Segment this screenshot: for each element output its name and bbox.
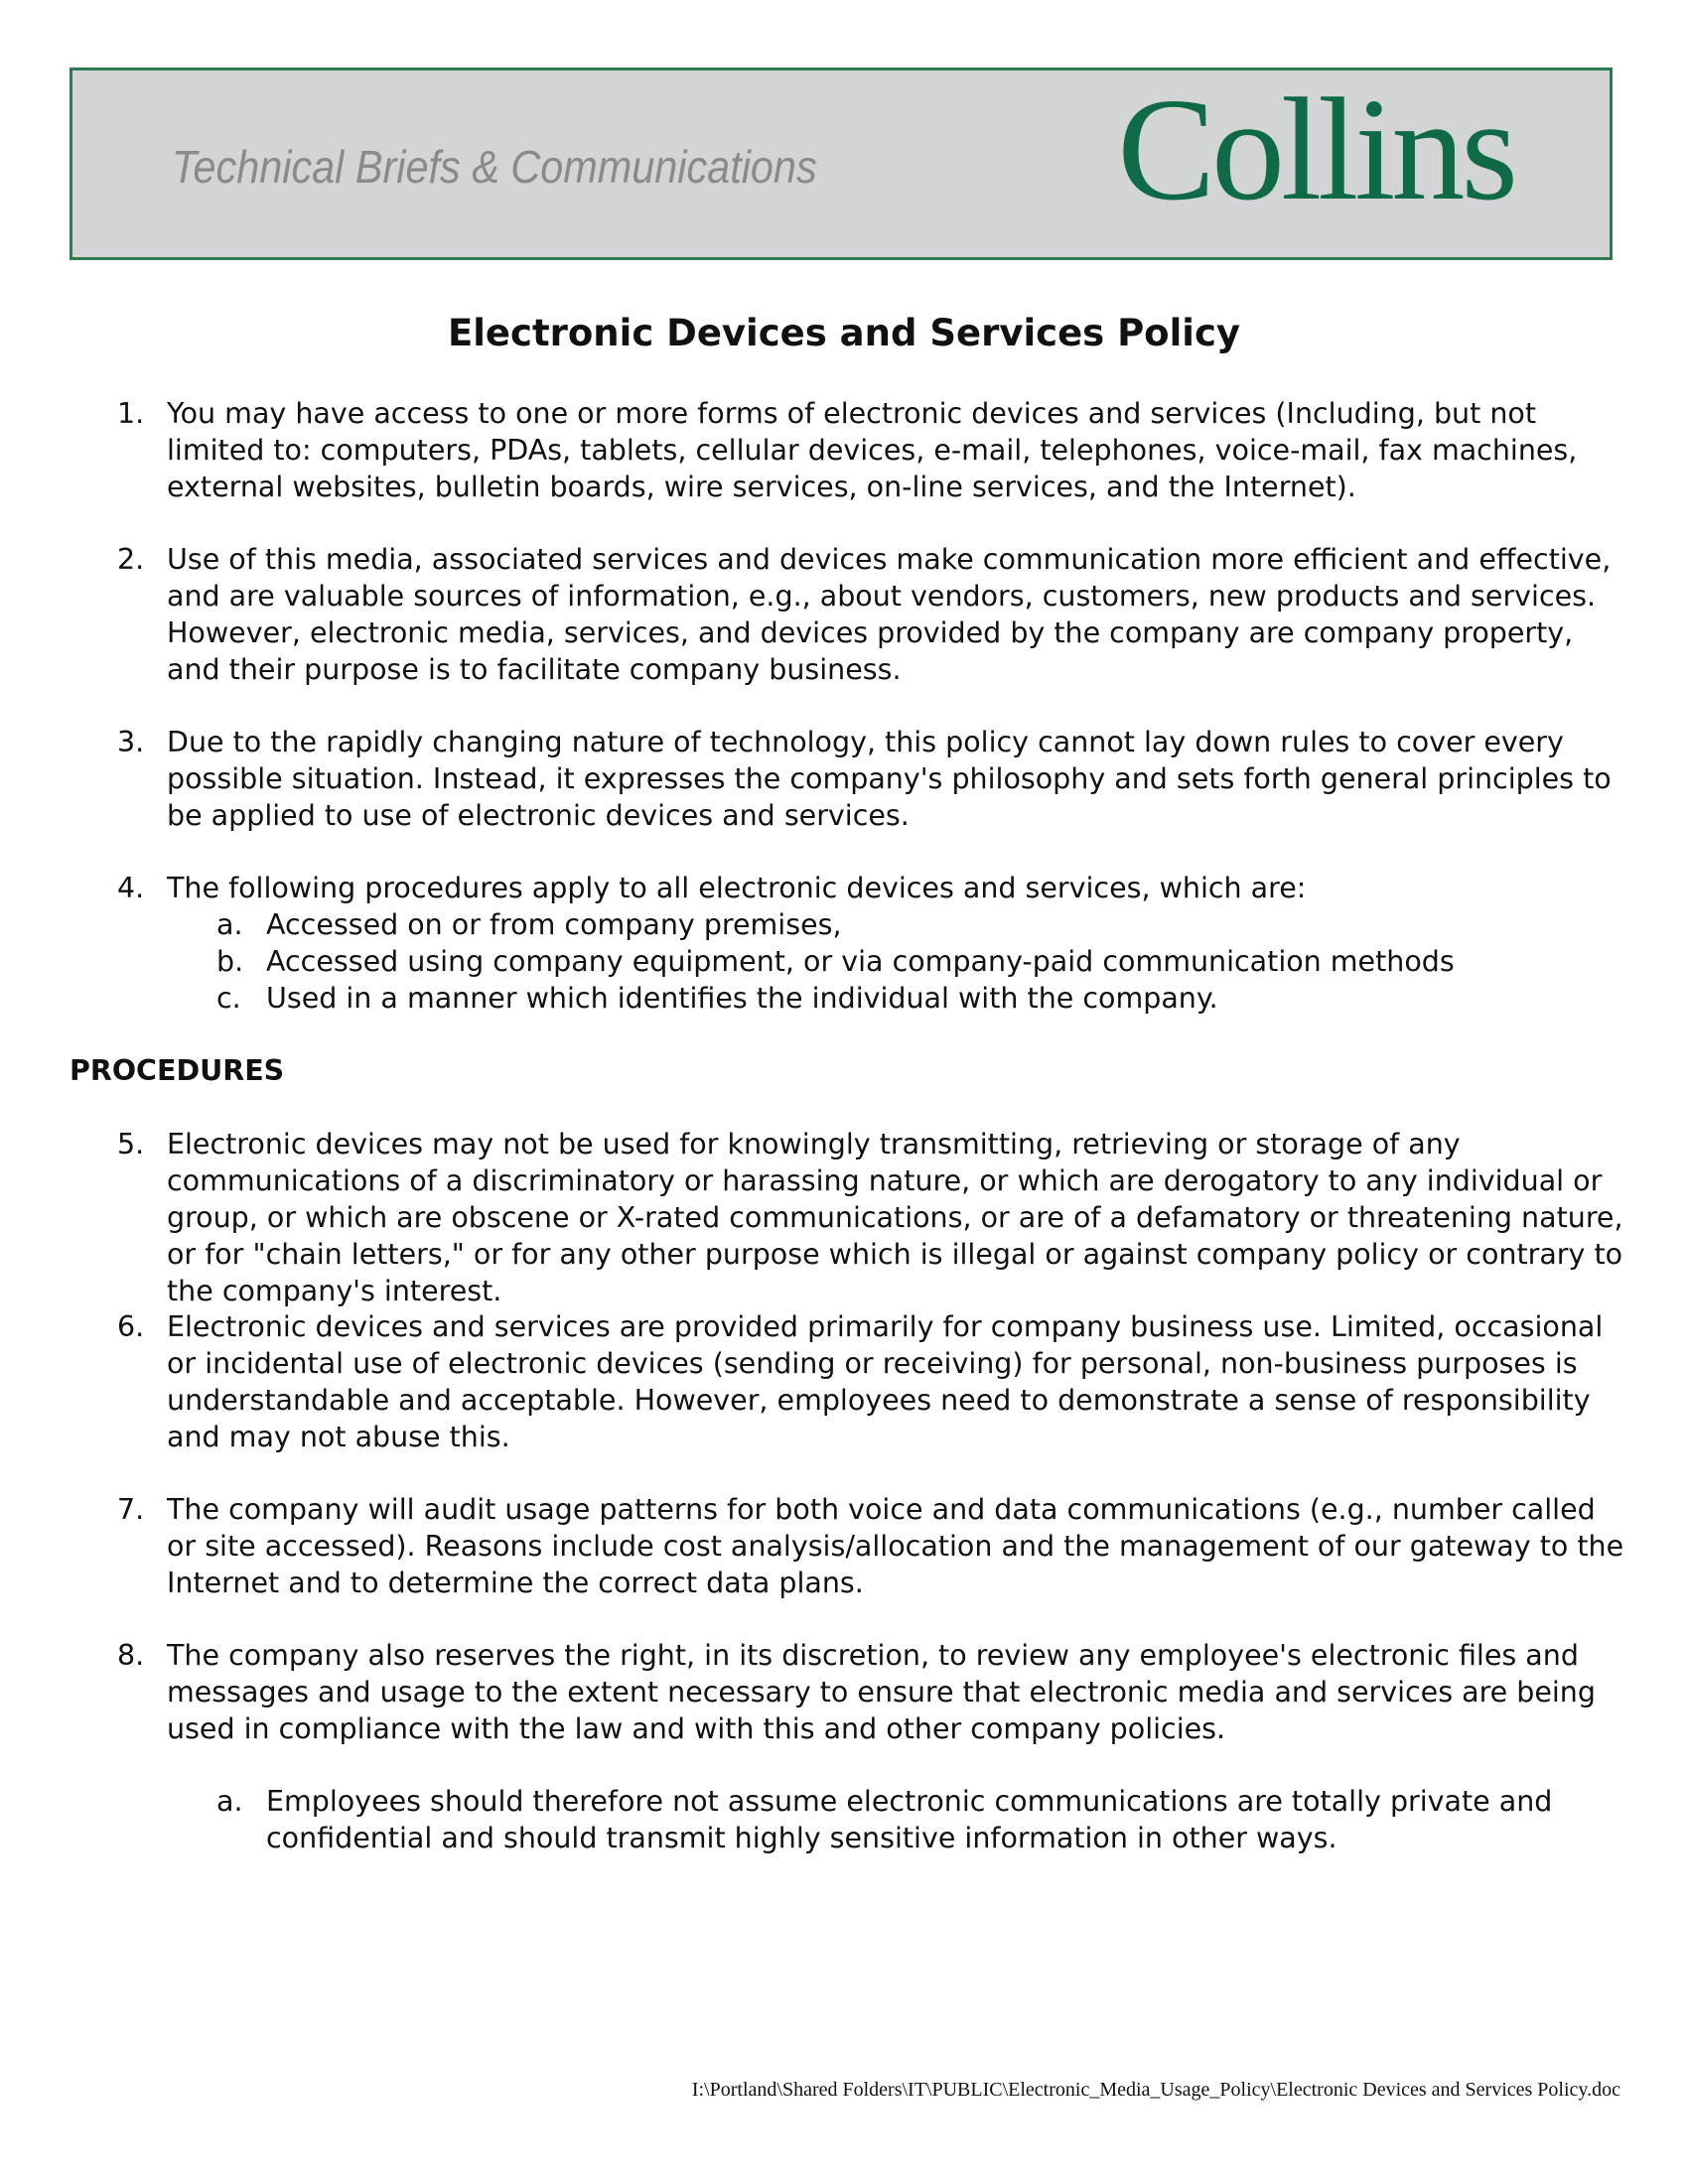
item-text: You may have access to one or more forms of electronic devices and services (Including, but not limited to: computers, PDAs, tablets, cellular devices, e-mail, telephones, voice-mail, fax machines, external websites, bulletin boards, wire services, on-line services, and the Internet). — [167, 397, 1578, 503]
subitem-letter: a. — [216, 1785, 243, 1818]
subitem-letter: b. — [216, 945, 244, 978]
item-text: Electronic devices and services are provided primarily for company business use. Limited, occasional or incidental use of electronic devices (sending or receiving) for personal, non-business purposes is understandable and acceptable. However, employees need to demonstrate a sense of responsibility and may not abuse this. — [167, 1310, 1604, 1453]
policy-item-5 — [117, 1126, 1626, 1309]
subitem-letter: a. — [216, 908, 243, 941]
item-number: 6. — [117, 1310, 145, 1343]
item-number: 1. — [117, 397, 145, 430]
item-text: Use of this media, associated services and devices make communication more efficient and effective, and are valuable sources of information, e.g., about vendors, customers, new products and services. However, electronic media, services, and devices provided by the company are company property, and their purpose is to facilitate company business. — [167, 543, 1612, 686]
header-banner — [70, 68, 1613, 260]
policy-item-3 — [117, 724, 1626, 834]
subitem-text: Accessed using company equipment, or via company-paid communication methods — [266, 945, 1455, 978]
document-title: Electronic Devices and Services Policy — [447, 312, 1241, 354]
item-text: The company also reserves the right, in its discretion, to review any employee's electronic files and messages and usage to the extent necessary to ensure that electronic media and services are being used in compliance with the law and with this and other company policies. — [167, 1639, 1596, 1745]
policy-item-4 — [117, 870, 1626, 906]
item-text: The company will audit usage patterns for both voice and data communications (e.g., number called or site accessed). Reasons include cost analysis/allocation and the management of our gateway to the Internet and to determine the correct data plans. — [167, 1493, 1624, 1599]
item-number: 2. — [117, 543, 145, 576]
banner-subtitle: Technical Briefs & Communications — [172, 141, 817, 193]
subitem-letter: c. — [216, 982, 241, 1015]
item-number: 3. — [117, 726, 145, 758]
policy-item-2 — [117, 541, 1626, 688]
item-text: Due to the rapidly changing nature of technology, this policy cannot lay down rules to cover every possible situation. Instead, it expresses the company's philosophy and sets forth general principles to be applied to use of electronic devices and services. — [167, 726, 1612, 832]
subitem-text: Employees should therefore not assume electronic communications are totally private and confidential and should transmit highly sensitive information in other ways. — [266, 1785, 1553, 1854]
subitem-text: Accessed on or from company premises, — [266, 908, 842, 941]
item-number: 8. — [117, 1639, 145, 1672]
collins-logo: Collins — [1117, 68, 1514, 231]
policy-item-1 — [117, 395, 1626, 505]
policy-item-7 — [117, 1491, 1626, 1601]
item-number: 4. — [117, 872, 145, 904]
subitem-text: Used in a manner which identifies the individual with the company. — [266, 982, 1218, 1015]
item-text: The following procedures apply to all electronic devices and services, which are: — [167, 872, 1307, 904]
item-number: 7. — [117, 1493, 145, 1526]
policy-item-8 — [117, 1637, 1626, 1747]
item-number: 5. — [117, 1128, 145, 1160]
policy-subitem-4c — [216, 980, 1626, 1017]
policy-subitem-4b — [216, 943, 1626, 980]
policy-subitem-8a — [216, 1783, 1626, 1856]
policy-subitem-4a — [216, 906, 1626, 943]
item-text: Electronic devices may not be used for knowingly transmitting, retrieving or storage of any communications of a discriminatory or harassing nature, or which are derogatory to any individual or group, or which are obscene or X-rated communications, or are of a defamatory or threatening nature, or for "chain letters," or for any other purpose which is illegal or against company policy or contrary to the company's interest. — [167, 1128, 1623, 1307]
procedures-heading: PROCEDURES — [70, 1054, 285, 1087]
file-path-footer: I:\Portland\Shared Folders\IT\PUBLIC\Electronic_Media_Usage_Policy\Electronic Devices and Services Policy.doc — [691, 2079, 1620, 2101]
policy-item-6 — [117, 1308, 1626, 1455]
